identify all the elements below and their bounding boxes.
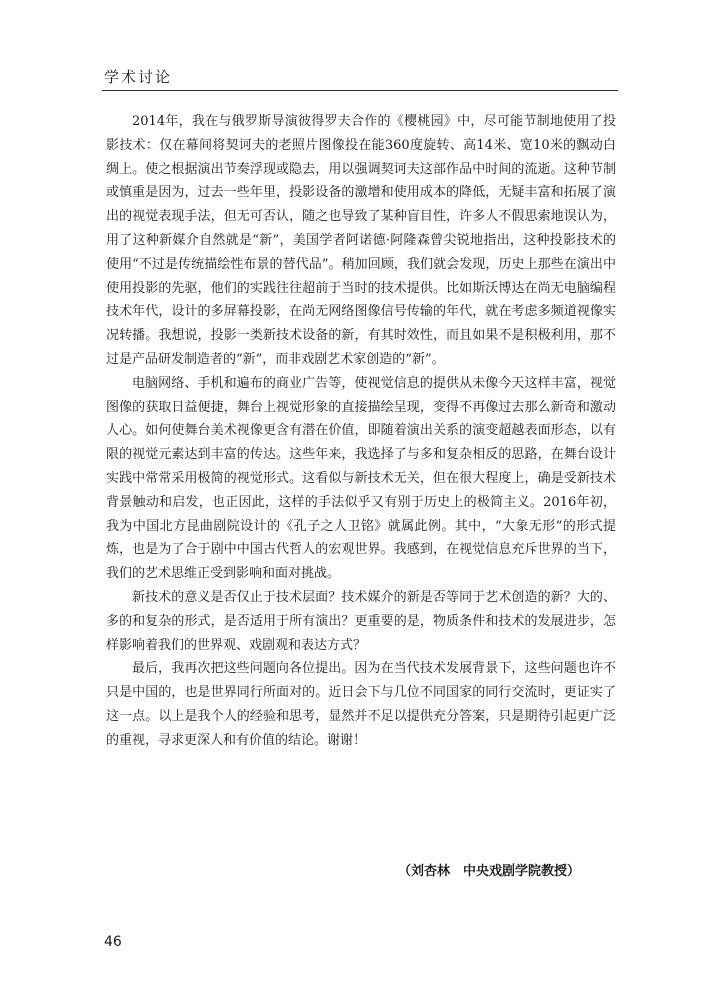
article-paragraph-1: 2014年，我在与俄罗斯导演彼得罗夫合作的《樱桃园》中，尽可能节制地使用了投影技术：仅在幕间将契诃夫的老照片图像投在能360度旋转、高14米、宽10米的飘动白绸上。使之根据演出节奏浮现或隐去，用以强调契诃夫这部作品中时间的流逝。这种节制或慎重是因为，过去一些年里，投影设备的激增和使用成本的降低，无疑丰富和拓展了演出的视觉表现手法，但无可否认，随之也导致了某种盲目性，许多人不假思索地误认为，用了这种新媒介自然就是“新”，美国学者阿诺德·阿隆森曾尖锐地指出，这种投影技术的使用“不过是传统描绘性布景的替代品”。稍加回顾，我们就会发现，历史上那些在演出中使用投影的先驱，他们的实践往往超前于当时的技术提供。比如斯沃博达在尚无电脑编程技术年代，设计的多屏幕投影，在尚无网络图像信号传输的年代，就在考虑多频道视像实况转播。我想说，投影一类新技术设备的新，有其时效性，而且如果不是积极利用，那不过是产品研发制造者的“新”，而非戏剧艺术家创造的“新”。 xyxy=(106,114,616,367)
page-number: 46 xyxy=(104,934,122,950)
header-divider xyxy=(102,90,618,91)
article-paragraph-4: 最后，我再次把这些问题向各位提出。因为在当代技术发展背景下，这些问题也许不只是中国的，也是世界同行所面对的。近日会下与几位不同国家的同行交流时，更证实了这一点。以上是我个人的经验和思考，显然并不足以提供充分答案，只是期待引起更广泛的重视，寻求更深人和有价值的结论。谢谢！ xyxy=(106,661,616,748)
article-paragraph-3: 新技术的意义是否仅止于技术层面？技术媒介的新是否等同于艺术创造的新？大的、多的和复杂的形式，是否适用于所有演出？更重要的是，物质条件和技术的发展进步，怎样影响着我们的世界观、戏剧观和表达方式？ xyxy=(106,589,616,653)
article-body xyxy=(106,110,616,753)
running-head-section-title: 学术讨论 xyxy=(104,68,173,86)
article-paragraph-2: 电脑网络、手机和遍布的商业广告等，使视觉信息的提供从未像今天这样丰富，视觉图像的获取日益便捷，舞台上视觉形象的直接描绘呈现，变得不再像过去那么新奇和激动人心。如何使舞台美术视像更含有潜在价值，即随着演出关系的演变超越表面形态，以有限的视觉元素达到丰富的传达。这些年来，我选择了与多和复杂相反的思路，在舞台设计实践中常常采用极简的视觉形式。这看似与新技术无关，但在很大程度上，确是受新技术背景触动和启发，也正因此，这样的手法似乎又有别于历史上的极简主义。2016年初，我为中国北方昆曲剧院设计的《孔子之人卫铭》就属此例。其中，“大象无形”的形式提炼，也是为了合于剧中中国古代哲人的宏观世界。我感到，在视觉信息充斥世界的当下，我们的艺术思维正受到影响和面对挑战。 xyxy=(106,375,616,582)
author-signature: （刘杏林 中央戏剧学院教授） xyxy=(398,864,581,879)
